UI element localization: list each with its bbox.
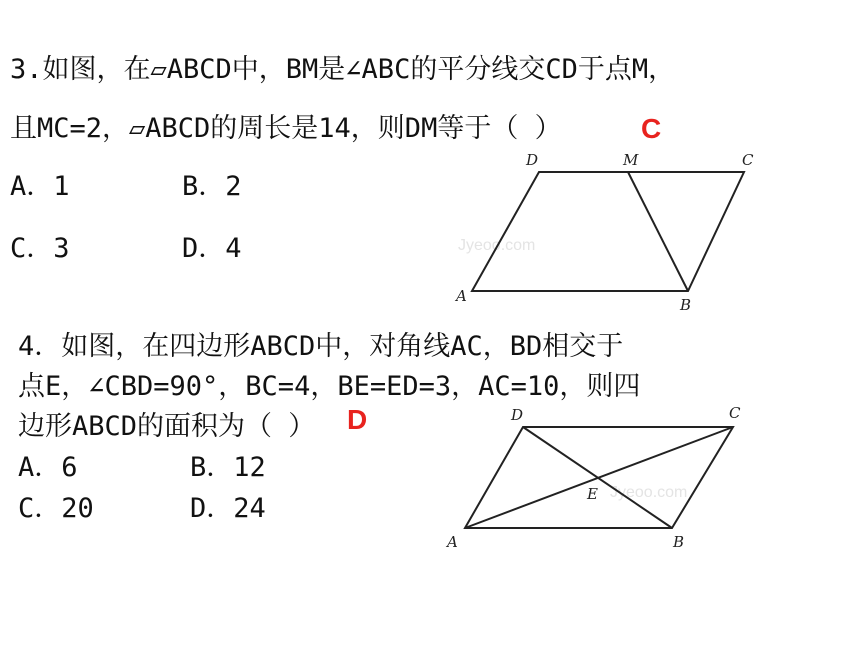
q3-label-a: A bbox=[456, 287, 467, 305]
q4-option-a: A．6 bbox=[18, 452, 78, 483]
q4-label-b: B bbox=[673, 533, 685, 551]
q3-option-b: B．2 bbox=[182, 171, 242, 202]
q3-stem-line-2: 且MC=2，▱ABCD的周长是14，则DM等于（ ） bbox=[10, 113, 562, 144]
q4-diagonal-bd bbox=[523, 427, 672, 528]
q3-label-b: B bbox=[680, 296, 692, 314]
q3-label-m: M bbox=[623, 151, 639, 169]
q4-option-d: D．24 bbox=[190, 493, 266, 524]
q4-figure-watermark: Jyeoo.com bbox=[610, 484, 688, 501]
q4-option-b: B．12 bbox=[190, 452, 266, 483]
q3-option-d: D．4 bbox=[182, 233, 242, 264]
q3-label-d: D bbox=[526, 151, 539, 169]
q4-label-d: D bbox=[511, 406, 524, 424]
q4-label-a: A bbox=[447, 533, 458, 551]
q4-stem-line-1: 4．如图，在四边形ABCD中，对角线AC，BD相交于 bbox=[18, 331, 624, 362]
q4-label-c: C bbox=[729, 404, 741, 422]
q3-label-c: C bbox=[742, 151, 754, 169]
q3-parallelogram-figure bbox=[440, 140, 770, 315]
q4-answer: D bbox=[347, 404, 368, 435]
q4-option-c: C．20 bbox=[18, 493, 94, 524]
q3-option-c: C．3 bbox=[10, 233, 70, 264]
q4-label-e: E bbox=[587, 485, 598, 503]
q3-parallelogram-abcd bbox=[472, 172, 744, 291]
q4-stem-line-2: 点E，∠CBD=90°，BC=4，BE=ED=3，AC=10，则四 bbox=[18, 371, 641, 402]
q3-answer: C bbox=[641, 113, 662, 144]
q3-stem-line-1: 3.如图，在▱ABCD中，BM是∠ABC的平分线交CD于点M， bbox=[10, 54, 676, 85]
q4-stem-line-3: 边形ABCD的面积为（ ） bbox=[18, 411, 316, 442]
q4-quadrilateral-figure bbox=[435, 395, 765, 560]
q3-option-a: A．1 bbox=[10, 171, 70, 202]
q3-figure-watermark: Jyeoo.com bbox=[458, 237, 536, 254]
q3-segment-bm bbox=[628, 172, 688, 291]
